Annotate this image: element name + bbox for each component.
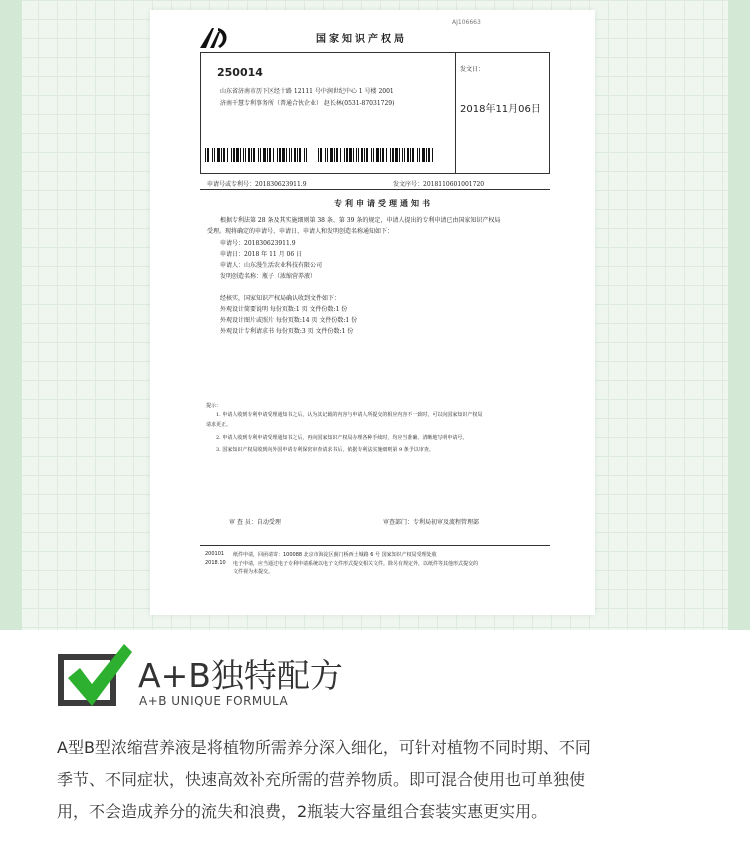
- file-item: 外观设计简要说明 每份页数:1 页 文件份数:1 份: [220, 306, 348, 313]
- barcode-bar: [373, 148, 374, 162]
- barcode-bar: [289, 148, 290, 162]
- barcode-bar: [327, 148, 328, 162]
- barcode-bar: [236, 148, 239, 162]
- barcode-bar: [294, 148, 296, 162]
- barcode-bar: [263, 148, 266, 162]
- footer-line: 电子申请，应当通过电子专利申请系统以电子文件形式提交相关文件。除另有规定外，以纸件等其他形式提交的: [233, 561, 479, 567]
- footer-line: 文件视为未提交。: [233, 569, 274, 575]
- barcode-left: [205, 148, 310, 162]
- barcode-bar: [419, 148, 420, 162]
- barcode-bar: [366, 148, 368, 162]
- barcode-bar: [380, 148, 381, 162]
- barcode-bar: [428, 148, 430, 162]
- application-number: 申请号或专利号：201830623911.9: [207, 181, 307, 188]
- footer-code: 200101: [205, 551, 225, 557]
- barcode-bar: [282, 148, 285, 162]
- barcode-bar: [412, 148, 414, 162]
- barcode-bar: [399, 148, 400, 162]
- barcode-bar: [432, 148, 433, 162]
- postal-code: 250014: [217, 66, 263, 79]
- barcode-bar: [267, 148, 268, 162]
- barcode-bar: [221, 148, 222, 162]
- barcode-bar: [243, 148, 244, 162]
- barcode-bar: [253, 148, 255, 162]
- barcode-bar: [291, 148, 292, 162]
- rule-line: [200, 189, 550, 190]
- barcode-bar: [349, 148, 352, 162]
- body-line: 根据专利法第 28 条及其实施细则第 38 条、第 39 条的规定，申请人提出的专利申请已由国家知识产权局: [220, 217, 501, 224]
- section-subtitle: A+B UNIQUE FORMULA: [139, 694, 289, 708]
- notes-title: 提示：: [206, 403, 222, 409]
- body-line: 受理。现将确定的申请号、申请日、申请人和发明创造名称通知如下：: [207, 228, 394, 235]
- barcode-bar: [344, 148, 345, 162]
- barcode-bar: [422, 148, 425, 162]
- barcode-bar: [358, 148, 359, 162]
- serial-number: 发文序号：2018110601001720: [393, 181, 485, 188]
- note-line: 3. 国家知识产权局收到向外国申请专利保密审查请求书后，依据专利法实施细则第 9 条予以审查。: [216, 447, 434, 453]
- barcode-bar: [207, 148, 209, 162]
- barcode-bar: [277, 148, 278, 162]
- barcode-bar: [217, 148, 220, 162]
- send-date: 2018年11月06日: [460, 104, 541, 115]
- barcode-bar: [410, 148, 411, 162]
- office-name: 国家知识产权局: [316, 34, 407, 45]
- barcode-bar: [279, 148, 281, 162]
- barcode-bar: [240, 148, 241, 162]
- barcode-bar: [245, 148, 246, 162]
- barcode-bar: [223, 148, 225, 162]
- footer-rule: [200, 545, 550, 546]
- barcode-bar: [426, 148, 427, 162]
- barcode-bar: [356, 148, 357, 162]
- footer-code: 2018.10: [205, 560, 226, 566]
- barcode-bar: [299, 148, 301, 162]
- barcode-bar: [353, 148, 354, 162]
- section-title: A+B独特配方: [138, 656, 343, 695]
- barcode-bar: [392, 148, 394, 162]
- barcode-bar: [336, 148, 338, 162]
- examiner: 审 查 员：自动受理: [229, 519, 281, 526]
- address-line-2: 济南千慧专利事务所（普通合伙企业） 赵长林(0531-87031729): [220, 100, 395, 107]
- barcode-bar: [273, 148, 274, 162]
- description-line: 季节、不同症状，快速高效补充所需的营养物质。即可混合使用也可单独使: [57, 770, 586, 789]
- barcode-bar: [306, 148, 307, 162]
- barcode-bar: [214, 148, 215, 162]
- note-line: 1. 申请人收到专利申请受理通知书之后，认为其记载的内容与申请人所提交的相应内容不一致时，可以向国家知识产权局: [216, 412, 483, 418]
- note-line: 请求更正。: [206, 422, 232, 428]
- note-line: 2. 申请人收到专利申请受理通知书之后，再向国家知识产权局办理各种手续时，均应当准确、清晰地写明申请号。: [216, 435, 468, 441]
- barcode-bar: [320, 148, 322, 162]
- footer-line: 纸件申请，回函请寄：100088 北京市海淀区蓟门桥西土城路 6 号 国家知识产权局受理处收: [233, 552, 437, 558]
- barcode-bar: [248, 148, 250, 162]
- patent-office-logo-icon: [198, 26, 232, 50]
- barcode-bar: [212, 148, 213, 162]
- field-application-date: 申请日：2018 年 11 月 06 日: [220, 251, 303, 258]
- address-box-divider: [455, 53, 456, 173]
- barcode-bar: [325, 148, 326, 162]
- barcode-bar: [404, 148, 405, 162]
- barcode-bar: [251, 148, 252, 162]
- barcode-bar: [334, 148, 335, 162]
- barcode-bar: [286, 148, 287, 162]
- description-line: A型B型浓缩营养液是将植物所需养分深入细化，可针对植物不同时期、不同: [57, 738, 591, 757]
- field-invention-name: 发明创造名称：瓶子（浓缩营养液）: [220, 273, 317, 280]
- barcode-bar: [376, 148, 379, 162]
- barcode-bar: [346, 148, 348, 162]
- field-applicant: 申请人：山东漫生活农业科技有限公司: [220, 262, 323, 269]
- address-line-1: 山东省济南市历下区经十路 12111 号中润世纪中心 1 号楼 2001: [220, 88, 394, 95]
- barcode-bar: [258, 148, 259, 162]
- barcode-bar: [371, 148, 372, 162]
- barcode-bar: [297, 148, 298, 162]
- barcode-bar: [269, 148, 271, 162]
- department: 审查部门：专利局初审及流程管理部: [383, 519, 480, 526]
- barcode-bar: [227, 148, 228, 162]
- barcode-bar: [382, 148, 384, 162]
- barcode-bar: [318, 148, 319, 162]
- field-application-no: 申请号：201830623911.9: [220, 240, 296, 247]
- barcode-bar: [330, 148, 333, 162]
- green-check-icon: [54, 636, 134, 716]
- barcode-bar: [395, 148, 398, 162]
- file-item: 外观设计专利请求书 每份页数:3 页 文件份数:1 份: [220, 328, 354, 335]
- barcode-bar: [205, 148, 206, 162]
- barcode-bar: [407, 148, 409, 162]
- barcode-bar: [402, 148, 403, 162]
- barcode-right: [318, 148, 435, 162]
- document-ref-code: AJ106663: [452, 19, 481, 26]
- barcode-bar: [233, 148, 235, 162]
- barcode-bar: [364, 148, 365, 162]
- barcode-bar: [304, 148, 305, 162]
- barcode-bar: [260, 148, 261, 162]
- send-date-label: 发文日：: [460, 66, 485, 73]
- barcode-bar: [417, 148, 418, 162]
- file-item: 外观设计图片或照片 每份页数:14 页 文件份数:1 份: [220, 317, 358, 324]
- description-line: 用，不会造成养分的流失和浪费，2瓶装大容量组合套装实惠更实用。: [57, 802, 548, 821]
- notice-title: 专利申请受理通知书: [334, 199, 433, 208]
- verify-intro: 经核实，国家知识产权局确认收到文件如下：: [220, 295, 341, 302]
- barcode-bar: [340, 148, 341, 162]
- barcode-bar: [231, 148, 232, 162]
- barcode-bar: [361, 148, 363, 162]
- barcode-bar: [390, 148, 391, 162]
- barcode-bar: [386, 148, 387, 162]
